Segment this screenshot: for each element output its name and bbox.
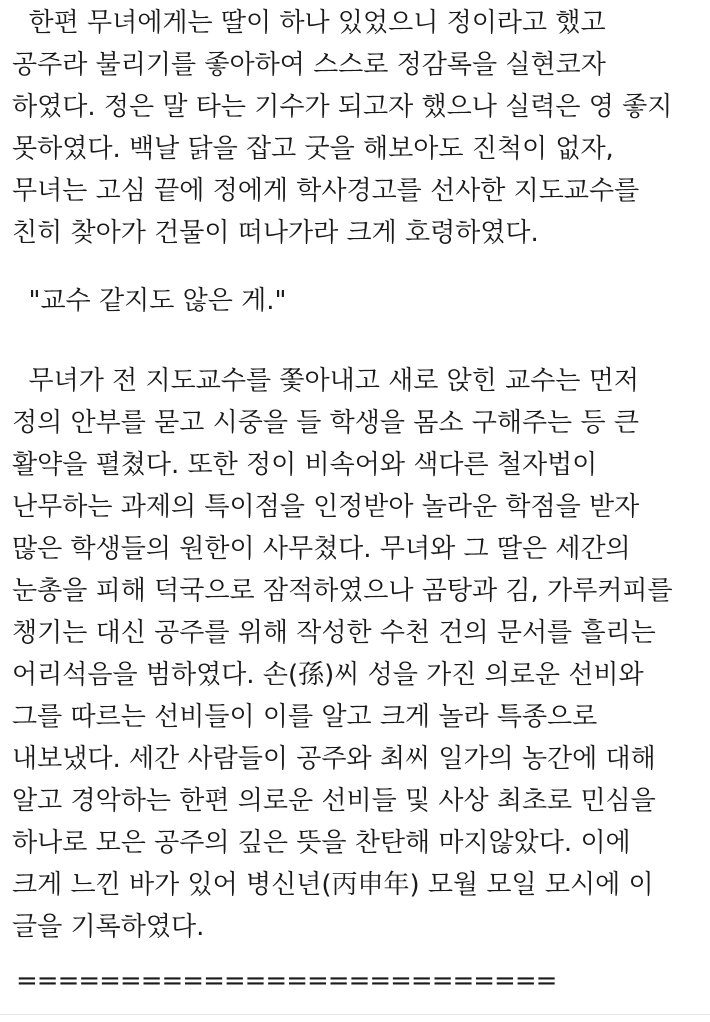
paragraph2-line-4: 난무하는 과제의 특이점을 인정받아 놀라운 학점을 받자	[12, 492, 640, 522]
paragraph2-line-5: 많은 학생들의 원한이 사무쳤다. 무녀와 그 딸은 세간의	[12, 534, 631, 564]
paragraph2-line-8: 어리석음을 범하였다. 손(孫)씨 성을 가진 의로운 선비와	[12, 660, 644, 690]
paragraph2-line-7: 챙기는 대신 공주를 위해 작성한 수천 건의 문서를 흘리는	[12, 618, 656, 648]
paragraph2-line-1: 무녀가 전 지도교수를 쫓아내고 새로 앉힌 교수는 먼저	[12, 366, 639, 396]
paragraph1-line-5: 무녀는 고심 끝에 정에게 학사경고를 선사한 지도교수를	[12, 176, 640, 206]
paragraph1-line-2: 공주라 불리기를 좋아하여 스스로 정감록을 실현코자	[12, 50, 606, 80]
paragraph2-line-9: 그를 따르는 선비들이 이를 알고 크게 놀라 특종으로	[12, 702, 598, 732]
paragraph1-line-1: 한편 무녀에게는 딸이 하나 있었으니 정이라고 했고	[12, 8, 606, 38]
paragraph1-line-4: 못하였다. 백날 닭을 잡고 굿을 해보아도 진척이 없자,	[12, 134, 614, 164]
paragraph2-line-12: 하나로 모은 공주의 깊은 뜻을 찬탄해 마지않았다. 이에	[12, 828, 631, 858]
paragraph2-line-11: 알고 경악하는 한편 의로운 선비들 및 사상 최초로 민심을	[12, 786, 656, 816]
paragraph1-line-3: 하였다. 정은 말 타는 기수가 되고자 했으나 실력은 영 좋지	[12, 92, 673, 122]
paragraph2-line-6: 눈총을 피해 덕국으로 잠적하였으나 곰탕과 김, 가루커피를	[12, 576, 673, 606]
separator-line: ==========================	[16, 966, 557, 996]
paragraph2-line-13: 크게 느낀 바가 있어 병신년(丙申年) 모월 모일 모시에 이	[12, 870, 654, 900]
paragraph2-line-14: 글을 기록하였다.	[12, 912, 205, 942]
paragraph2-line-3: 활약을 펼쳤다. 또한 정이 비속어와 색다른 철자법이	[12, 450, 598, 480]
quote-line: "교수 같지도 않은 게."	[12, 286, 287, 316]
paragraph2-line-10: 내보냈다. 세간 사람들이 공주와 최씨 일가의 농간에 대해	[12, 744, 656, 774]
bottom-divider	[0, 1014, 710, 1015]
paragraph1-line-6: 친히 찾아가 건물이 떠나가라 크게 호령하였다.	[12, 218, 539, 248]
paragraph2-line-2: 정의 안부를 묻고 시중을 들 학생을 몸소 구해주는 등 큰	[12, 408, 639, 438]
